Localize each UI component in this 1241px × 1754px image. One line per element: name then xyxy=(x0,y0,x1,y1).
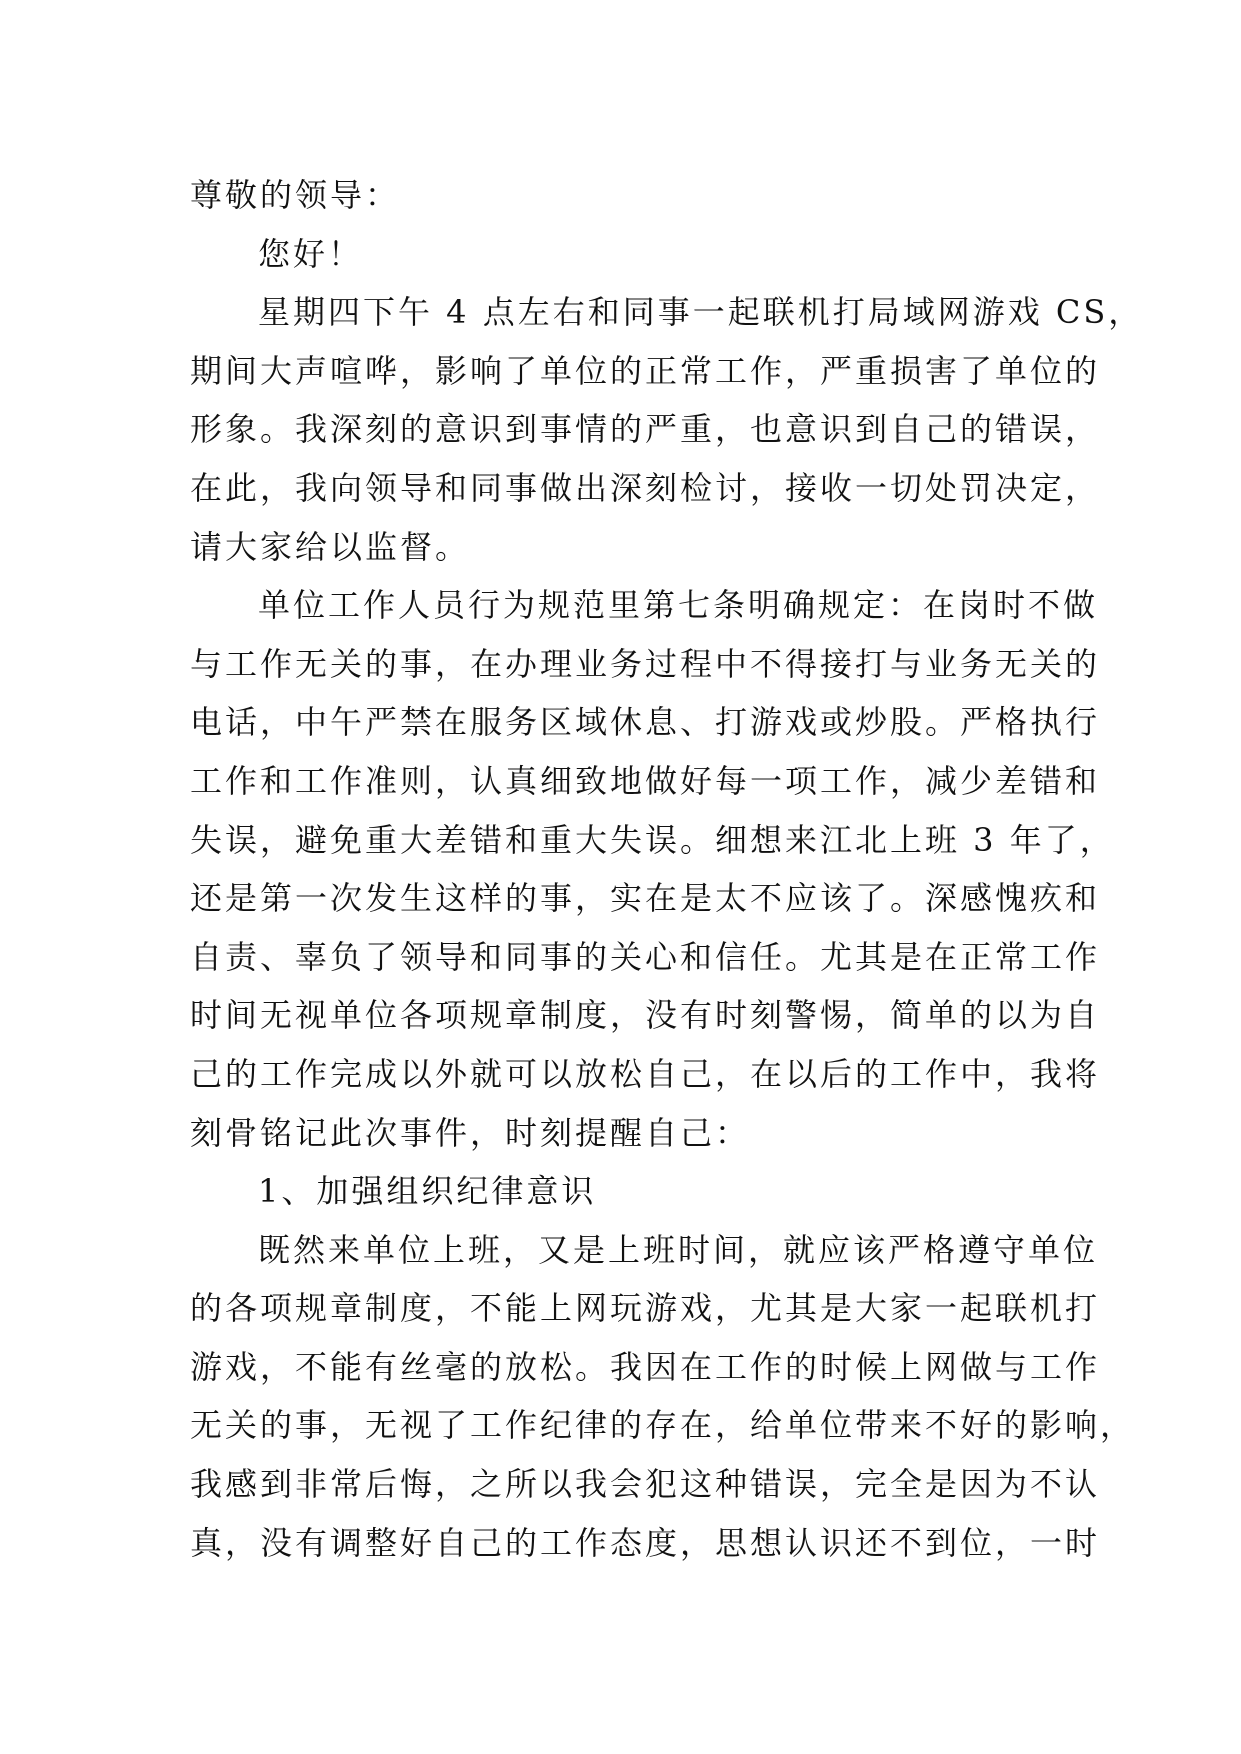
text-line: 失误，避免重大差错和重大失误。细想来江北上班 3 年了， xyxy=(190,820,1115,859)
section-heading: 1、加强组织纪律意识 xyxy=(258,1172,597,1211)
text-line: 星期四下午 4 点左右和同事一起联机打局域网游戏 CS， xyxy=(258,293,1144,332)
paragraph-discipline xyxy=(190,1221,1136,1573)
text-line: 电话，中午严禁在服务区域休息、打游戏或炒股。严格执行 xyxy=(190,703,1101,742)
text-line: 时间无视单位各项规章制度，没有时刻警惕，简单的以为自 xyxy=(190,996,1101,1035)
text-line: 形象。我深刻的意识到事情的严重，也意识到自己的错误， xyxy=(190,410,1101,449)
text-line: 请大家给以监督。 xyxy=(190,527,471,566)
text-line: 的各项规章制度，不能上网玩游戏，尤其是大家一起联机打 xyxy=(190,1289,1101,1328)
text-line: 与工作无关的事，在办理业务过程中不得接打与业务无关的 xyxy=(190,644,1101,683)
text-line: 单位工作人员行为规范里第七条明确规定：在岗时不做 xyxy=(258,586,1099,625)
text-line: 既然来单位上班，又是上班时间，就应该严格遵守单位 xyxy=(258,1230,1099,1269)
text-line: 刻骨铭记此次事件，时刻提醒自己： xyxy=(190,1113,751,1152)
text-line: 期间大声喧哗，影响了单位的正常工作，严重损害了单位的 xyxy=(190,351,1101,390)
text-line: 我感到非常后悔，之所以我会犯这种错误，完全是因为不认 xyxy=(190,1465,1101,1504)
text-line: 无关的事，无视了工作纪律的存在，给单位带来不好的影响， xyxy=(190,1406,1136,1445)
paragraph-regulations xyxy=(190,576,1115,1162)
text-line: 还是第一次发生这样的事，实在是太不应该了。深感愧疚和 xyxy=(190,879,1101,918)
letter-body xyxy=(190,166,1144,1572)
text-line: 己的工作完成以外就可以放松自己，在以后的工作中，我将 xyxy=(190,1054,1101,1093)
greeting: 您好！ xyxy=(258,234,364,273)
salutation: 尊敬的领导： xyxy=(190,176,401,214)
text-line: 游戏，不能有丝毫的放松。我因在工作的时候上网做与工作 xyxy=(190,1347,1101,1386)
text-line: 自责、辜负了领导和同事的关心和信任。尤其是在正常工作 xyxy=(190,937,1101,976)
paragraph-incident xyxy=(190,283,1144,576)
text-line: 真，没有调整好自己的工作态度，思想认识还不到位，一时 xyxy=(190,1523,1101,1562)
text-line: 在此，我向领导和同事做出深刻检讨，接收一切处罚决定， xyxy=(190,468,1101,507)
text-line: 工作和工作准则，认真细致地做好每一项工作，减少差错和 xyxy=(190,761,1101,800)
